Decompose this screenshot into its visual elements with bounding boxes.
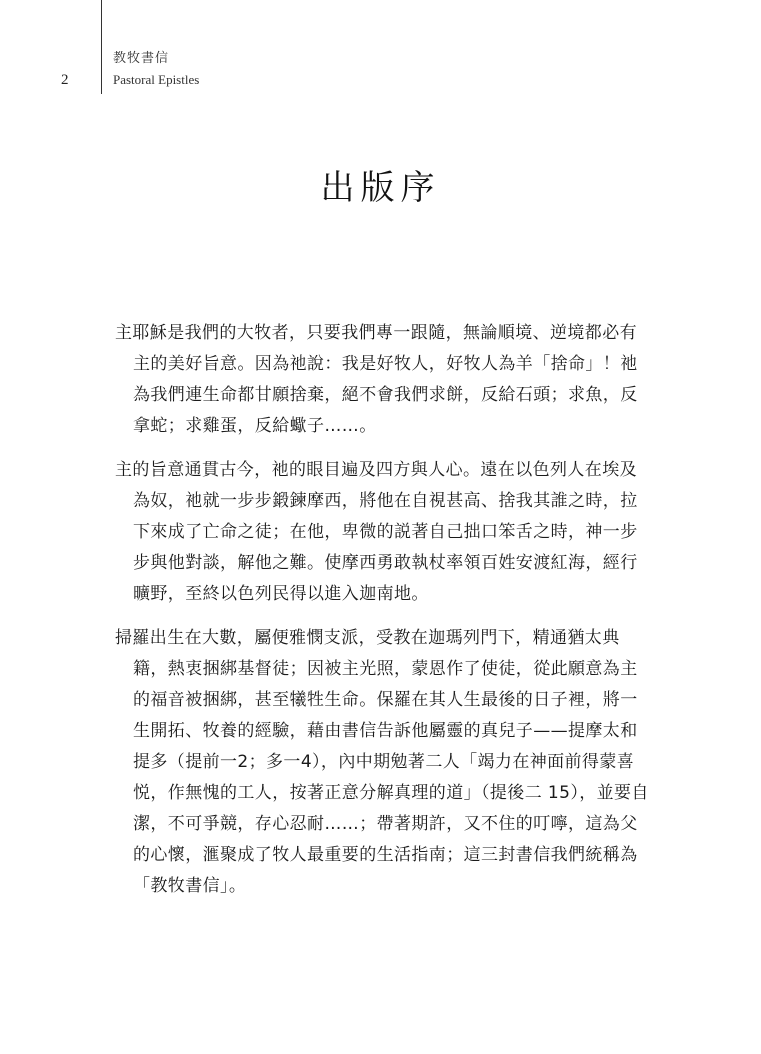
preface-body <box>115 318 653 915</box>
header-divider <box>101 0 102 94</box>
paragraph: 主的旨意通貫古今，祂的眼目遍及四方與人心。遠在以色列人在埃及為奴，祂就一步步鍛鍊摩西，將他在自視甚高、捨我其誰之時，拉下來成了亡命之徒；在他，卑微的説著自己拙口笨舌之時，神一步步與他對談，解他之難。使摩西勇敢執杖率領百姓安渡紅海，經行曠野，至終以色列民得以進入迦南地。 <box>115 460 638 604</box>
page-title: 出版序 <box>320 168 441 208</box>
running-header-english: Pastoral Epistles <box>113 72 200 87</box>
page-number: 2 <box>61 72 69 88</box>
paragraph: 主耶穌是我們的大牧者，只要我們專一跟隨，無論順境、逆境都必有主的美好旨意。因為祂說：我是好牧人，好牧人為羊「捨命」！祂為我們連生命都甘願捨棄，絕不會我們求餅，反給石頭；求魚，反拿蛇；求雞蛋，反給蠍子……。 <box>115 323 638 436</box>
paragraph: 掃羅出生在大數，屬便雅憫支派，受教在迦瑪列門下，精通猶太典籍，熱衷捆綁基督徒；因被主光照，蒙恩作了使徒，從此願意為主的福音被捆綁，甚至犧牲生命。保羅在其人生最後的日子裡，將一生開拓、牧養的經驗，藉由書信告訴他屬靈的真兒子——提摩太和提多（提前一2；多一4），內中期勉著二人「竭力在神面前得蒙喜悦，作無愧的工人，按著正意分解真理的道」（提後二 15），並要自潔，不可爭競，存心忍耐……；帶著期許，又不住的叮嚀，這為父的心懷，滙聚成了牧人最重要的生活指南；這三封書信我們統稱為「教牧書信」。 <box>115 628 649 896</box>
running-header-chinese: 教牧書信 <box>113 51 170 66</box>
